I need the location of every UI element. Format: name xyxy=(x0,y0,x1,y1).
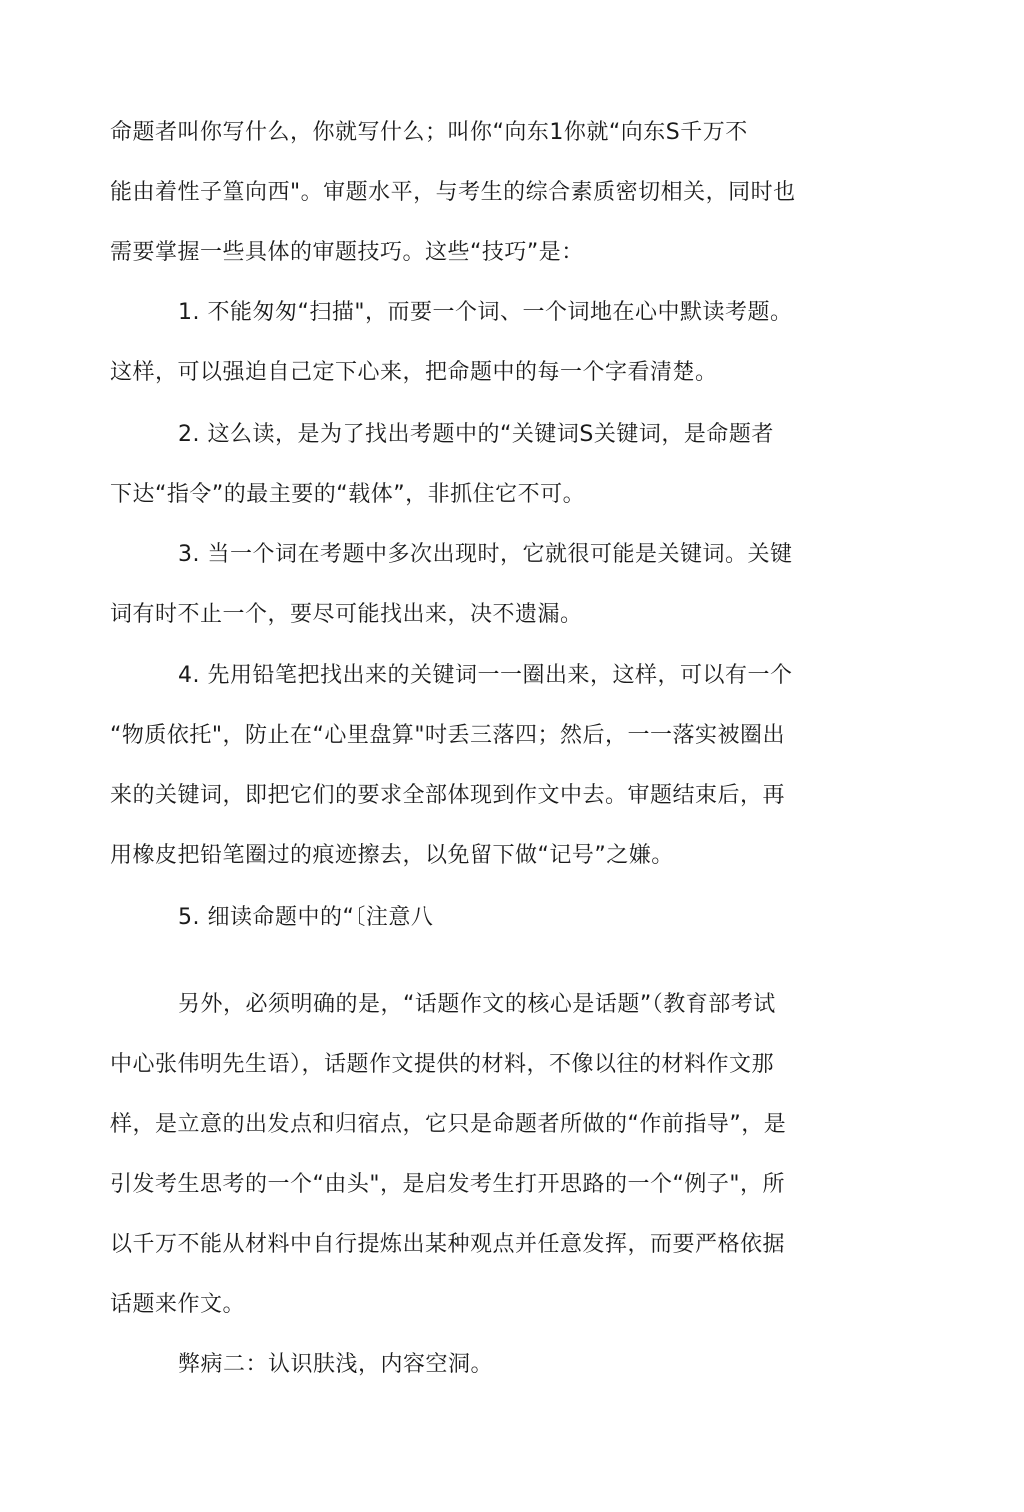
text-line: 命题者叫你写什么，你就写什么；叫你“向东1你就“向东S千万不 xyxy=(110,120,748,145)
list-item: 1. 不能匆匆“扫描"，而要一个词、一个词地在心中默读考题。 xyxy=(178,300,793,325)
list-item: 2. 这么读，是为了找出考题中的“关键词S关键词，是命题者 xyxy=(178,422,774,447)
text-line: 需要掌握一些具体的审题技巧。这些“技巧”是： xyxy=(110,240,584,265)
list-item: 5. 细读命题中的“〔注意八 xyxy=(178,905,434,930)
text-line: “物质依托"，防止在“心里盘算"吋丢三落四；然后，一一落实被圈出 xyxy=(110,723,786,748)
section-heading: 弊病二：认识肤浅，内容空洞。 xyxy=(178,1352,494,1377)
text-line: 下达“指令”的最主要的“载体”，非抓住它不可。 xyxy=(110,482,586,507)
text-line: 能由着性子篁向西"。审题水平，与考生的综合素质密切相关，同时也 xyxy=(110,180,796,205)
text-line: 话题来作文。 xyxy=(110,1292,246,1317)
text-line: 以千万不能从材料中自行提炼出某种观点并任意发挥，而要严格依据 xyxy=(110,1232,786,1257)
text-line: 来的关键词，即把它们的要求全部体现到作文中去。审题结束后，再 xyxy=(110,783,786,808)
text-line: 样，是立意的出发点和归宿点，它只是命题者所做的“作前指导”，是 xyxy=(110,1112,787,1137)
text-line: 用橡皮把铅笔圈过的痕迹擦去，以免留下做“记号”之嫌。 xyxy=(110,843,674,868)
list-item: 4. 先用铅笔把找出来的关键词一一圈出来，这样，可以有一个 xyxy=(178,663,793,688)
text-line: 引发考生思考的一个“由头"，是启发考生打开思路的一个“例子"，所 xyxy=(110,1172,786,1197)
text-line: 词有时不止一个，要尽可能找出来，决不遗漏。 xyxy=(110,602,583,627)
text-line: 这样，可以强迫自己定下心来，把命题中的每一个字看清楚。 xyxy=(110,360,718,385)
list-item: 3. 当一个词在考题中多次出现时，它就很可能是关键词。关键 xyxy=(178,542,793,567)
paragraph-start: 另外，必须明确的是，“话题作文的核心是话题”（教育部考试 xyxy=(178,992,776,1017)
text-line: 中心张伟明先生语），话题作文提供的材料，不像以往的材料作文那 xyxy=(110,1052,775,1077)
